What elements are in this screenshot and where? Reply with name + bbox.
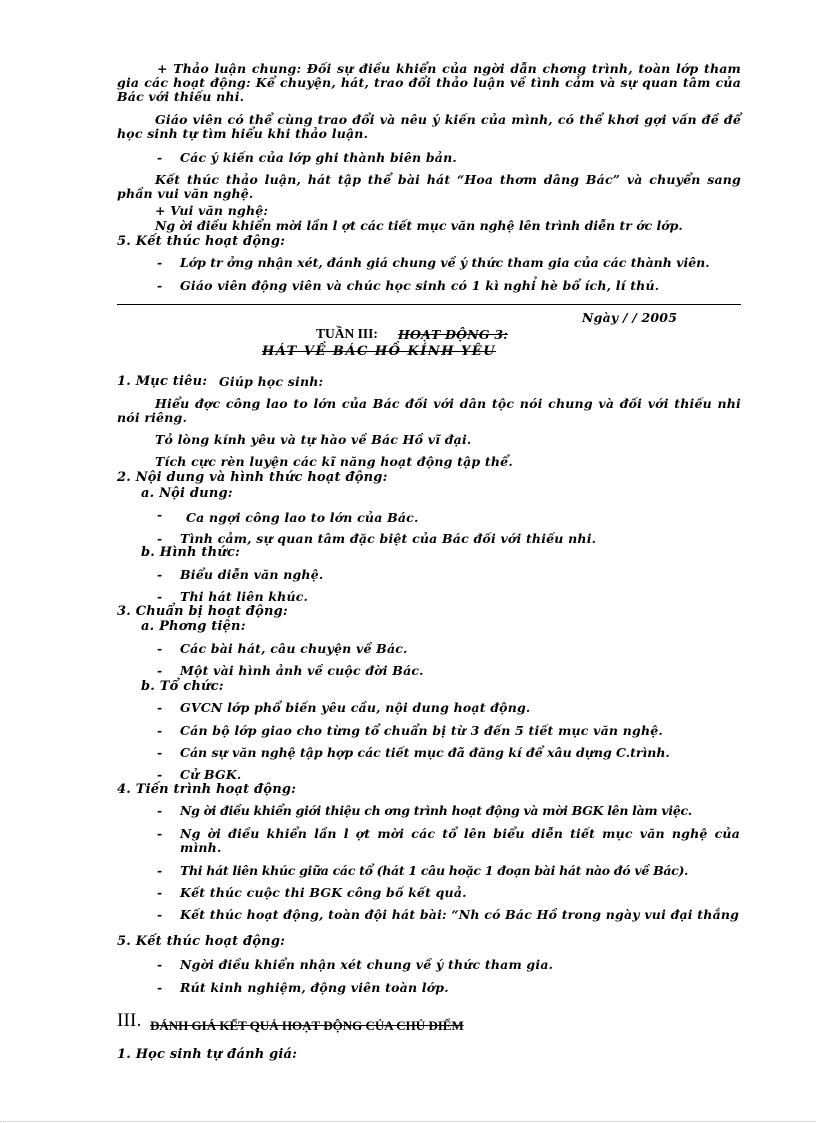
list-dash: - <box>157 745 163 760</box>
page-title: HÁT VỀ BÁC HỒ KÍNH YÊU <box>262 344 497 359</box>
list-item: Cán sự văn nghệ tập hợp các tiết mục đã đăng kí để xâu dựng C.trình. <box>180 745 670 760</box>
section-heading: 5. Kết thúc hoạt động: <box>117 934 286 949</box>
page-bottom-border <box>0 1121 816 1122</box>
list-dash: - <box>157 907 163 922</box>
list-dash: - <box>157 803 163 818</box>
list-item: Ng ời điều khiển mời lần l ợt các tiết mục văn nghệ lên trình diễn tr ớc lớp. <box>155 218 683 233</box>
list-dash: - <box>157 700 163 715</box>
list-dash: - <box>157 589 163 604</box>
subsection-heading: b. Hình thức: <box>141 545 241 560</box>
list-dash: - <box>157 278 163 293</box>
section-title: ĐÁNH GIÁ KẾT QUẢ HOẠT ĐỘNG CỦA CHỦ ĐIỂM <box>150 1018 464 1033</box>
date-line: Ngày / / 2005 <box>582 310 678 325</box>
list-dash: - <box>157 957 163 972</box>
subsection-heading: b. Tổ chức: <box>141 679 224 694</box>
discussion-paragraph: + Thảo luận chung: Đối sự điều khiển của ngời dẫn chơng trình, toàn lớp tham gia các hoạt động: Kể chuyện, hát, trao đổi thảo luận về tình cảm và sự quan tâm của Bác với thiếu nhi. <box>117 61 741 104</box>
list-dash: - <box>157 567 163 582</box>
list-item: GVCN lớp phổ biến yêu cầu, nội dung hoạt động. <box>180 700 531 715</box>
subsection-heading: a. Nội dung: <box>141 486 233 501</box>
list-item: Các ý kiến của lớp ghi thành biên bản. <box>180 150 457 165</box>
list-dash: - <box>157 531 163 546</box>
list-dash: - <box>157 663 163 678</box>
list-dash: - <box>157 980 163 995</box>
section-heading: 4. Tiến trình hoạt động: <box>117 782 297 797</box>
activity-label: HOẠT ĐỘNG 3: <box>398 327 509 342</box>
list-dash: - <box>157 507 163 522</box>
list-item: Một vài hình ảnh về cuộc đời Bác. <box>180 663 424 678</box>
teacher-paragraph: Giáo viên có thể cùng trao đổi và nêu ý kiến của mình, có thể khơi gợi vấn đề để học sinh tự tìm hiểu khi thảo luận. <box>117 112 741 141</box>
list-dash: - <box>157 863 163 878</box>
list-item: Tình cảm, sự quan tâm đặc biệt của Bác đối với thiếu nhi. <box>180 531 597 546</box>
list-item: Kết thúc cuộc thi BGK công bố kết quả. <box>180 885 467 900</box>
list-item: Ng ời điều khiển giới thiệu ch ơng trình hoạt động và mời BGK lên làm việc. <box>180 803 692 818</box>
section-heading: 5. Kết thúc hoạt động: <box>117 234 286 249</box>
list-item: Giáo viên động viên và chúc học sinh có 1 kì nghỉ hè bổ ích, lí thú. <box>180 278 660 293</box>
section-heading: 2. Nội dung và hình thức hoạt động: <box>117 470 388 485</box>
list-dash: - <box>157 767 163 782</box>
list-item: Kết thúc hoạt động, toàn đội hát bài: “Nh có Bác Hồ trong ngày vui đại thắng <box>180 907 740 922</box>
conclusion-paragraph: Kết thúc thảo luận, hát tập thể bài hát “Hoa thơm dâng Bác” và chuyển sang phần vui văn nghệ. <box>117 172 741 201</box>
week-label: TUẦN III: <box>316 326 378 341</box>
list-dash: - <box>157 885 163 900</box>
list-item: Thi hát liên khúc giữa các tổ (hát 1 câu hoặc 1 đoạn bài hát nào đó về Bác). <box>180 863 689 878</box>
list-dash: - <box>157 723 163 738</box>
list-dash: - <box>157 641 163 656</box>
performance-heading: + Vui văn nghệ: <box>155 203 269 218</box>
list-dash: - <box>157 826 163 841</box>
section-heading: 3. Chuẩn bị hoạt động: <box>117 604 288 619</box>
section-roman-numeral: III. <box>117 1010 142 1031</box>
list-item: Ngời điều khiển nhận xét chung về ý thức tham gia. <box>180 957 554 972</box>
list-item: Cán bộ lớp giao cho từng tổ chuẩn bị từ 3 đến 5 tiết mục văn nghệ. <box>180 723 663 738</box>
section-intro: Giúp học sinh: <box>219 374 324 389</box>
section-divider <box>117 304 741 305</box>
list-item: Các bài hát, câu chuyện về Bác. <box>180 641 408 656</box>
subsection-heading: a. Phơng tiện: <box>141 619 246 634</box>
list-dash: - <box>157 150 163 165</box>
list-item: Lớp tr ởng nhận xét, đánh giá chung về ý thức tham gia của các thành viên. <box>180 255 710 270</box>
list-item: Biểu diễn văn nghệ. <box>180 567 324 582</box>
list-item: Cử BGK. <box>180 767 242 782</box>
section-heading: 1. Mục tiêu: <box>117 374 208 389</box>
list-item: Tỏ lòng kính yêu và tự hào về Bác Hồ vĩ đại. <box>155 432 472 447</box>
list-item: Rút kinh nghiệm, động viên toàn lớp. <box>180 980 449 995</box>
list-item: Ca ngợi công lao to lớn của Bác. <box>186 510 419 525</box>
list-item: Tích cực rèn luyện các kĩ năng hoạt động tập thể. <box>155 454 513 469</box>
list-dash: - <box>157 255 163 270</box>
objective-paragraph: Hiểu đợc công lao to lớn của Bác đối với dân tộc nói chung và đối với thiếu nhi nói riêng. <box>117 396 741 425</box>
list-item: Ng ời điều khiển lần l ợt mời các tổ lên biểu diễn tiết mục văn nghệ của mình. <box>180 826 740 855</box>
section-heading: 1. Học sinh tự đánh giá: <box>117 1047 298 1062</box>
list-item: Thi hát liên khúc. <box>180 589 309 604</box>
